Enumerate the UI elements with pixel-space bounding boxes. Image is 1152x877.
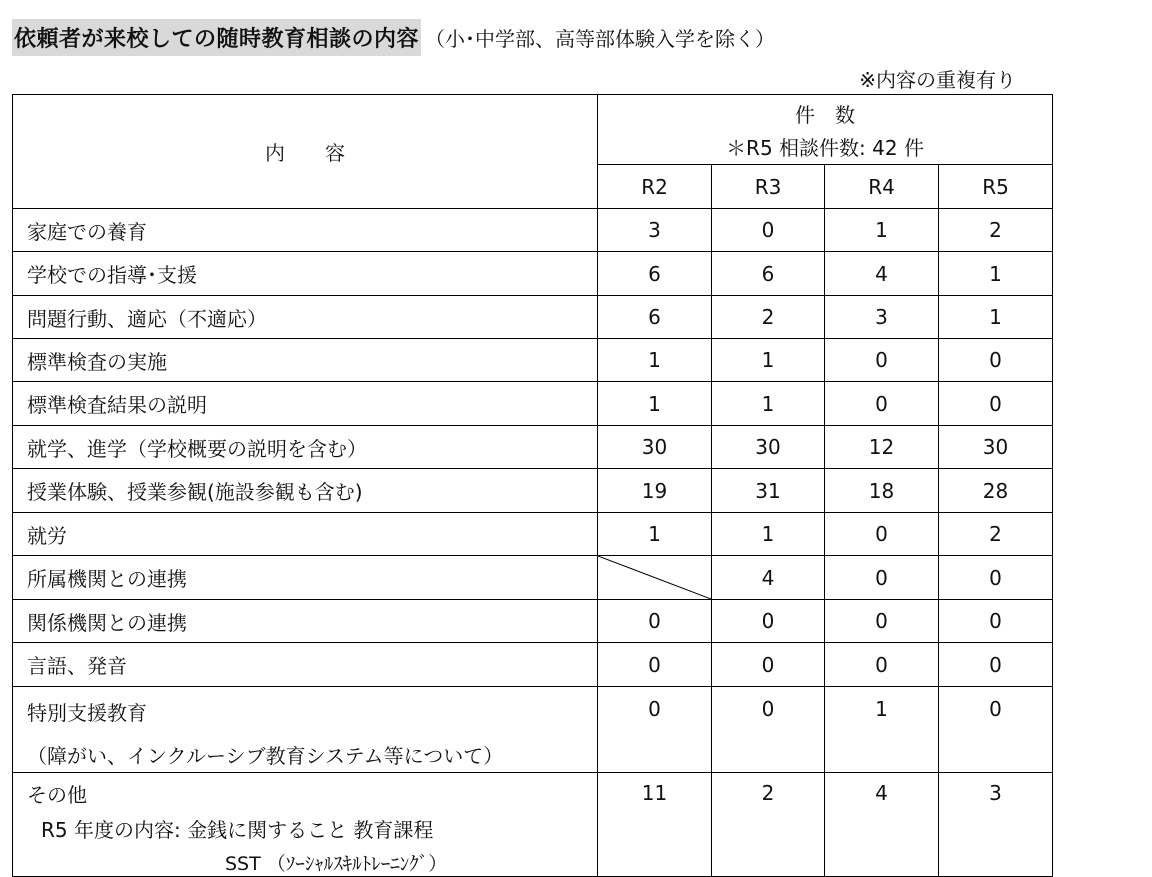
row-label: 言語、発音: [13, 643, 598, 687]
cell-value: 0: [939, 556, 1053, 600]
row-label: 特別支援教育: [27, 701, 147, 725]
table-row: [13, 339, 1053, 382]
cell-value: 0: [939, 643, 1053, 687]
table-row: [13, 296, 1053, 339]
cell-value: 4: [825, 773, 939, 877]
row-label: 所属機関との連携: [13, 556, 598, 600]
cell-value: 1: [939, 296, 1053, 339]
table-row: [13, 643, 1053, 687]
cell-value: 4: [712, 556, 825, 600]
cell-value: 0: [939, 382, 1053, 426]
cell-value: 31: [712, 469, 825, 513]
cell-value: 3: [939, 773, 1053, 877]
cell-value: 4: [825, 252, 939, 296]
cell-value: 30: [712, 426, 825, 469]
header-count-sub: ＊R5 相談件数: 42 件: [726, 135, 924, 160]
cell-value: 28: [939, 469, 1053, 513]
cell-value: 0: [825, 643, 939, 687]
title-row: [12, 20, 775, 54]
row-label: 標準検査結果の説明: [13, 382, 598, 426]
table-row: [13, 773, 1053, 877]
cell-value: 30: [939, 426, 1053, 469]
cell-value: 0: [712, 209, 825, 252]
cell-value: 0: [598, 687, 712, 773]
cell-value: 2: [712, 773, 825, 877]
cell-value: 30: [598, 426, 712, 469]
cell-value: 0: [825, 556, 939, 600]
cell-value: 0: [825, 382, 939, 426]
row-label: 関係機関との連携: [13, 600, 598, 643]
table-row: [13, 252, 1053, 296]
table-row: [13, 687, 1053, 773]
header-count: [598, 95, 1053, 165]
cell-value: 18: [825, 469, 939, 513]
row-sublabel: R5 年度の内容: 金銭に関すること 教育課程: [41, 818, 434, 842]
table-row: [13, 209, 1053, 252]
cell-value: 3: [598, 209, 712, 252]
cell-value: 0: [939, 339, 1053, 382]
cell-value: 0: [712, 643, 825, 687]
cell-value: 0: [939, 687, 1053, 773]
row-label: 家庭での養育: [13, 209, 598, 252]
cell-value: 2: [939, 209, 1053, 252]
empty-diagonal-cell: [598, 556, 712, 600]
cell-value: 0: [939, 600, 1053, 643]
cell-value: 19: [598, 469, 712, 513]
page-subtitle: （小･中学部、高等部体験入学を除く）: [425, 26, 776, 51]
row-label: 標準検査の実施: [13, 339, 598, 382]
header-year-r2: R2: [598, 165, 712, 209]
row-label-multiline: [13, 773, 598, 877]
cell-value: 11: [598, 773, 712, 877]
header-year-r3: R3: [712, 165, 825, 209]
row-label: 学校での指導･支援: [13, 252, 598, 296]
row-label: 問題行動、適応（不適応）: [13, 296, 598, 339]
cell-value: 2: [712, 296, 825, 339]
cell-value: 6: [712, 252, 825, 296]
cell-value: 3: [825, 296, 939, 339]
row-label-multiline: [13, 687, 598, 773]
cell-value: 0: [825, 600, 939, 643]
cell-value: 1: [825, 209, 939, 252]
cell-value: 2: [939, 513, 1053, 556]
table-row: [13, 426, 1053, 469]
row-label: 就労: [13, 513, 598, 556]
table-row: [13, 469, 1053, 513]
cell-value: 1: [712, 382, 825, 426]
cell-value: 0: [598, 643, 712, 687]
cell-value: 6: [598, 252, 712, 296]
cell-value: 1: [598, 513, 712, 556]
row-label: その他: [27, 783, 87, 807]
cell-value: 0: [825, 513, 939, 556]
header-count-title: 件 数: [795, 102, 855, 127]
cell-value: 0: [825, 339, 939, 382]
row-label: 授業体験、授業参観(施設参観も含む): [13, 469, 598, 513]
cell-value: 1: [712, 339, 825, 382]
consultation-table: [12, 94, 1053, 877]
cell-value: 1: [712, 513, 825, 556]
diagonal-line: [598, 556, 711, 599]
row-sublabel-2: SST （ｿｰｼｬﾙｽｷﾙﾄﾚｰﾆﾝｸﾞ）: [225, 853, 448, 875]
cell-value: 1: [825, 687, 939, 773]
duplicate-note: ※内容の重複有り: [859, 68, 1016, 92]
table-row: [13, 382, 1053, 426]
cell-value: 0: [712, 687, 825, 773]
cell-value: 6: [598, 296, 712, 339]
row-label: 就学、進学（学校概要の説明を含む）: [13, 426, 598, 469]
row-sublabel: （障がい、インクルーシブ教育システム等について）: [27, 744, 504, 768]
cell-value: 0: [712, 600, 825, 643]
header-year-r5: R5: [939, 165, 1053, 209]
page-title: 依頼者が来校しての随時教育相談の内容: [12, 19, 421, 56]
header-year-r4: R4: [825, 165, 939, 209]
table-row: [13, 556, 1053, 600]
table-row: [13, 600, 1053, 643]
cell-value: 1: [598, 382, 712, 426]
table-row: [13, 513, 1053, 556]
cell-value: 1: [939, 252, 1053, 296]
cell-value: 12: [825, 426, 939, 469]
header-content: 内 容: [13, 95, 598, 209]
cell-value: 1: [598, 339, 712, 382]
cell-value: 0: [598, 600, 712, 643]
